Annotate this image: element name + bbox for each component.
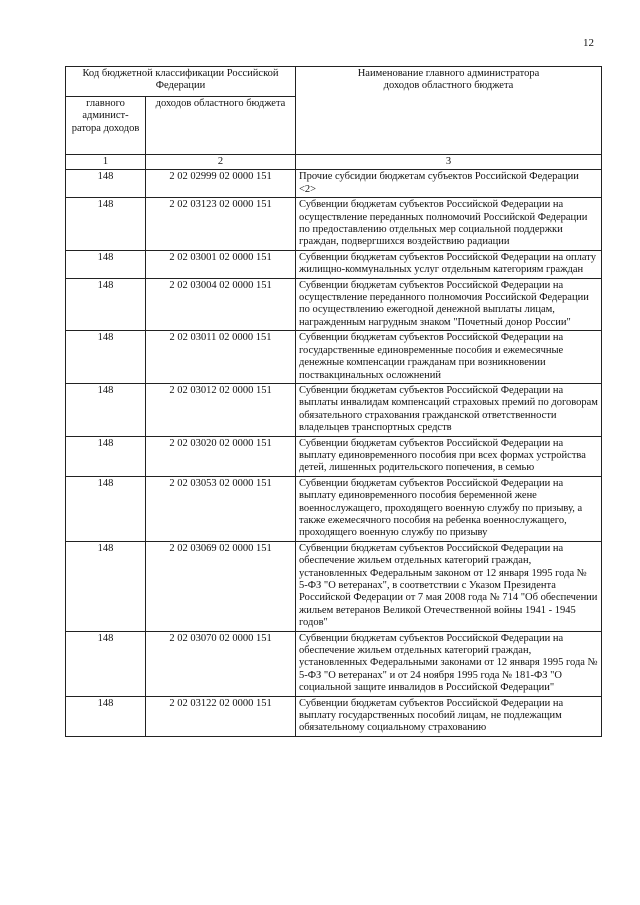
- header-budget-code-group: Код бюджетной классификации Российской Федерации: [66, 67, 296, 97]
- revenue-name-cell: Субвенции бюджетам субъектов Российской Федерации на выплату государственных пособий лицам, не подлежащим обязательному социальному страхованию: [296, 696, 602, 736]
- table-row: [66, 198, 602, 251]
- header-name-column: [296, 67, 602, 155]
- revenue-name-cell: Субвенции бюджетам субъектов Российской Федерации на обеспечение жильем отдельных категорий граждан, установленных Федеральными законами от 12 января 1995 года № 5-ФЗ "О ветеранах" и от 24 ноября 1995 года № 181-ФЗ "О социальной защите инвалидов в Российской Федерации": [296, 631, 602, 696]
- budget-classification-table: [65, 66, 602, 737]
- admin-code-cell: 148: [66, 541, 146, 631]
- revenue-name-cell: Прочие субсидии бюджетам субъектов Российской Федерации <2>: [296, 170, 602, 198]
- admin-code-cell: 148: [66, 198, 146, 251]
- revenue-name-cell: Субвенции бюджетам субъектов Российской Федерации на выплату единовременного пособия при всех формах устройства детей, лишенных родительского попечения, в семью: [296, 436, 602, 476]
- revenue-code-cell: 2 02 03123 02 0000 151: [146, 198, 296, 251]
- admin-code-cell: 148: [66, 250, 146, 278]
- admin-code-cell: 148: [66, 278, 146, 331]
- revenue-code-cell: 2 02 03004 02 0000 151: [146, 278, 296, 331]
- table-row: [66, 631, 602, 696]
- revenue-code-cell: 2 02 03011 02 0000 151: [146, 331, 296, 384]
- revenue-code-cell: 2 02 03070 02 0000 151: [146, 631, 296, 696]
- table-row: [66, 476, 602, 541]
- revenue-name-cell: Субвенции бюджетам субъектов Российской Федерации на оплату жилищно-коммунальных услуг отдельным категориям граждан: [296, 250, 602, 278]
- revenue-name-cell: Субвенции бюджетам субъектов Российской Федерации на выплату единовременного пособия беременной жене военнослужащего, проходящего военную службу по призыву, а также ежемесячного пособия на ребенка военнослужащего, проходящего военную службу по призыву: [296, 476, 602, 541]
- admin-code-cell: 148: [66, 383, 146, 436]
- admin-code-cell: 148: [66, 331, 146, 384]
- table-row: [66, 331, 602, 384]
- column-number-1: 1: [66, 155, 146, 170]
- admin-code-cell: 148: [66, 436, 146, 476]
- page-number: 12: [583, 37, 594, 49]
- revenue-name-cell: Субвенции бюджетам субъектов Российской Федерации на выплаты инвалидам компенсаций страховых премий по договорам обязательного страхования гражданской ответственности владельцев транспортных средств: [296, 383, 602, 436]
- header-admin-column: главного админист-ратора доходов: [66, 97, 146, 155]
- table-row: [66, 436, 602, 476]
- table-row: [66, 278, 602, 331]
- revenue-code-cell: 2 02 03012 02 0000 151: [146, 383, 296, 436]
- admin-code-cell: 148: [66, 696, 146, 736]
- admin-code-cell: 148: [66, 170, 146, 198]
- revenue-name-cell: Субвенции бюджетам субъектов Российской Федерации на осуществление переданного полномочия Российской Федерации по осуществлению ежегодной денежной выплаты лицам, награжденным нагрудным знаком "Почетный донор России": [296, 278, 602, 331]
- revenue-name-cell: Субвенции бюджетам субъектов Российской Федерации на государственные единовременные пособия и ежемесячные денежные компенсации гражданам при возникновении поствакцинальных осложнений: [296, 331, 602, 384]
- revenue-code-cell: 2 02 03053 02 0000 151: [146, 476, 296, 541]
- header-revenue-column: доходов областного бюджета: [146, 97, 296, 155]
- revenue-code-cell: 2 02 03122 02 0000 151: [146, 696, 296, 736]
- admin-code-cell: 148: [66, 631, 146, 696]
- table-row: [66, 250, 602, 278]
- table-row: [66, 383, 602, 436]
- revenue-name-cell: Субвенции бюджетам субъектов Российской Федерации на осуществление переданных полномочий Российской Федерации по предоставлению отдельных мер социальной поддержки граждан, подвергшихся воздействию радиации: [296, 198, 602, 251]
- header-name-text: Наименование главного администратора доходов областного бюджета: [357, 68, 540, 92]
- admin-code-cell: 148: [66, 476, 146, 541]
- revenue-code-cell: 2 02 03069 02 0000 151: [146, 541, 296, 631]
- revenue-name-cell: Субвенции бюджетам субъектов Российской Федерации на обеспечение жильем отдельных категорий граждан, установленных Федеральным законом от 12 января 1995 года № 5-ФЗ "О ветеранах", в соответствии с Указом Президента Российской Федерации от 7 мая 2008 года № 714 "Об обеспечении жильем ветеранов Великой Отечественной войны 1941 - 1945 годов": [296, 541, 602, 631]
- table-row: [66, 170, 602, 198]
- revenue-code-cell: 2 02 03001 02 0000 151: [146, 250, 296, 278]
- column-number-2: 2: [146, 155, 296, 170]
- table-row: [66, 696, 602, 736]
- column-number-3: 3: [296, 155, 602, 170]
- table-row: [66, 541, 602, 631]
- revenue-code-cell: 2 02 02999 02 0000 151: [146, 170, 296, 198]
- revenue-code-cell: 2 02 03020 02 0000 151: [146, 436, 296, 476]
